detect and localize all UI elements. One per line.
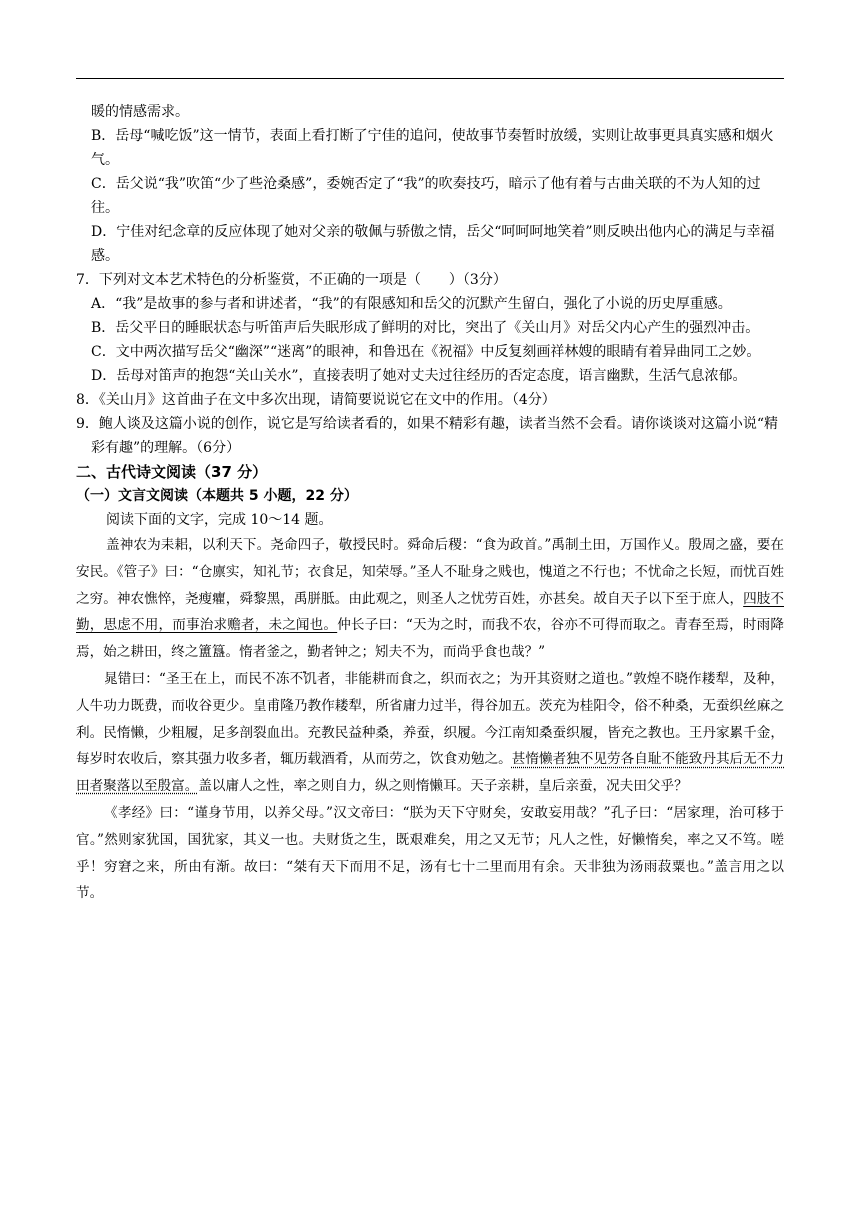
reading-instruction: 阅读下面的文字，完成 10～14 题。 <box>106 512 333 528</box>
q9-stem: 9．鲍人谈及这篇小说的创作，说它是写给读者看的，如果不精彩有趣，读者当然不会看。请你谈谈对这篇小说“精彩有趣”的理解。（6分） <box>76 416 779 456</box>
emphasis-char: 率 . <box>687 832 701 848</box>
classical-paragraph-3: 《孝经》曰：“谨身节用，以养父母。”汉文帝曰：“朕为天下守财矣，安敢妄用哉？”孔子曰：“居家理，治可移于官。”然则家犹国，国犹家，其义一也。夫财货之生，既艰难矣，用之又无节；凡人之性，好懒惰矣，率 .之又不笃。嗟乎！穷窘之来，所由有渐。故曰：“桀有天下而用不足，汤有七十二里而用有余。天非独为汤雨菽粟也。”盖言用之以节。 <box>76 800 784 907</box>
q7-option-b: B．岳父平日的睡眠状态与听笛声后失眠形成了鲜明的对比，突出了《关山月》对岳父内心产生的强烈冲击。 <box>91 320 760 336</box>
classical-paragraph-1: 盖神农为耒耜，以利天下。尧命四子，敬授民时。舜命后稷：“食为政首。”禹制土田，万国作乂。殷周之盛，要在安民。《管子》曰：“仓廪实，知礼节；衣食足，知荣辱。”圣人不耻身之贱也，愧道之 .不行也；不忧命之长短，而忧百姓之穷。神农憔悴，尧瘦癯，舜黎黑，禹胼胝。由此观之，则圣人之忧劳百姓，亦甚矣。故自天子以下至于庶人，四肢不勤，思虑不用，而事治求赡者，未之闻也。仲长子曰：“天为之时，而我不农，谷亦不可得而取之。青春至焉，时雨降焉，始之耕田，终之簠簋。惰者釜 .之，勤者钟之；矧夫不为，而尚乎食也哉？” <box>76 532 784 666</box>
q6-option-d: D．宁佳对纪念章的反应体现了她对父亲的敬佩与骄傲之情，岳父“呵呵呵地笑着”则反映出他内心的满足与幸福感。 <box>91 224 775 264</box>
emphasis-char: 釜 . <box>266 644 280 660</box>
classical-paragraph-2: 晁错曰：“圣王在上，而民不冻不饥者，非能耕而食之，织而衣之；为开其资财之道也。”敦煌不晓作耧犁，及种，人牛功力既费，而收谷更少。皇甫隆乃教作耧犁，所省庸力过半，得谷加五。茨充为桂阳令，俗不种桑，无蚕织丝麻之利。民惰懒，少粗履，足多剖裂血出。充教民益种桑，养蚕，织履。今江南知桑蚕织履，皆充之教也。王丹家累千金，每岁时农收后，察其强力收多者，辄历载酒肴，从而劳之，饮食劝勉之。甚惰懒者独不见劳各自耻不能致丹其后无不力田者聚落以至殷富。盖以庸人之性，率之则自力，纵之则惰懒耳。天子亲耕，皇后亲蚕，况夫田父乎？ <box>76 670 784 795</box>
q6-option-b: B．岳母“喊吃饭”这一情节，表面上看打断了宁佳的追问，使故事节奏暂时放缓，实则让故事更具真实感和烟火气。 <box>91 128 774 168</box>
subsection-heading: （一）文言文阅读（本题共 5 小题，22 分） <box>76 488 358 504</box>
underlined-sentence: 四肢不勤，思虑不用，而事治求赡者，未之闻也。 <box>76 590 784 634</box>
q7-option-d: D．岳母对笛声的抱怨“关山关水”，直接表明了她对丈夫过往经历的否定态度，语言幽默，生活气息浓郁。 <box>91 368 747 384</box>
q6-option-a-tail: 暖的情感需求。 <box>91 104 189 120</box>
section-heading: 二、古代诗文阅读（37 分） <box>76 463 268 481</box>
q8-stem: 8．《关山月》这首曲子在文中多次出现，请简要说说它在文中的作用。（4分） <box>76 392 556 408</box>
header-rule <box>76 78 784 79</box>
q6-option-c: C．岳父说“我”吹笛“少了些沧桑感”，委婉否定了“我”的吹奏技巧，暗示了他有着与古曲关联的不为人知的过往。 <box>91 176 761 216</box>
q7-stem: 7．下列对文本艺术特色的分析鉴赏，不正确的一项是（ ）（3分） <box>76 272 507 288</box>
document-page <box>76 100 784 907</box>
emphasis-char: 之 . <box>566 564 580 580</box>
dotted-underlined-sentence: 甚惰懒者独不见劳各自耻不能致丹其后无不力田者聚落以至殷富。 <box>76 751 784 795</box>
q7-option-a: A．“我”是故事的参与者和讲述者，“我”的有限感知和岳父的沉默产生留白，强化了小说的历史厚重感。 <box>91 296 732 312</box>
q7-option-c: C．文中两次描写岳父“幽深”“迷离”的眼神，和鲁迅在《祝福》中反复刻画祥林嫂的眼睛有着异曲同工之妙。 <box>91 344 761 360</box>
